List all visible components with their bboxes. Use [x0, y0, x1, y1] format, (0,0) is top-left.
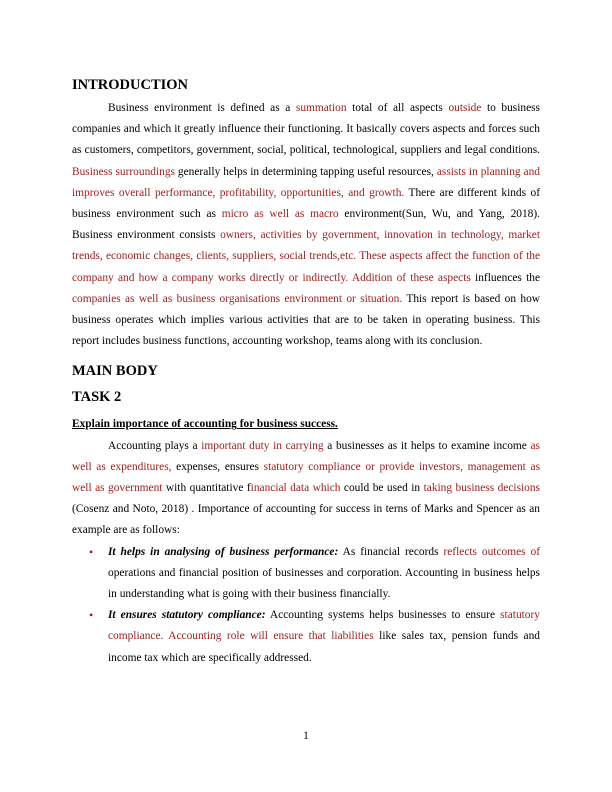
highlighted-text: reflects outcomes of — [443, 545, 540, 558]
question-heading: Explain importance of accounting for business success. — [72, 418, 338, 431]
highlighted-text: companies as well as business organisations environment or situation. — [72, 292, 403, 305]
bullet-list — [72, 542, 540, 669]
introduction-heading: INTRODUCTION — [72, 77, 189, 93]
highlighted-text: taking business decisions — [423, 482, 540, 495]
main-body-heading: MAIN BODY — [72, 363, 158, 380]
text-run: Business environment is defined as a — [108, 102, 296, 114]
highlighted-text: summation — [295, 102, 347, 114]
highlighted-text: owners, activities by government, innovation in technology, market trends, economic changes, clients, suppliers, social trends,etc. These aspects affect the function of the company and how a company works directly or indirectly. Addition of these aspects — [72, 229, 540, 284]
text-run: There are different kinds of business environment such as — [72, 186, 541, 221]
highlighted-text: Business surroundings — [72, 165, 175, 178]
text-run: total of all aspects — [346, 102, 449, 114]
text-run: Accounting plays a — [108, 439, 202, 452]
highlighted-text: statutory compliance or provide investors, management as well as government — [72, 460, 541, 495]
bullet-lead: It ensures statutory compliance: — [108, 609, 266, 622]
highlighted-text: assists in planning and improves overall performance, profitability, opportunities, and growth. — [72, 165, 540, 199]
text-run: (Cosenz and Noto, 2018) . Importance of accounting for success in terns of Marks and Spencer as an example are as follows: — [72, 503, 540, 537]
text-run: like sales tax, pension funds and income tax which are specifically addressed. — [108, 630, 540, 664]
bullet-lead: It helps in analysing of business performance: — [108, 545, 339, 558]
document-page — [72, 76, 540, 669]
text-run: influences the — [470, 271, 540, 284]
text-run: to business companies and which it greatly influence their functioning. It basically covers aspects and forces such as customers, competitors, government, social, political, technological, suppliers and legal conditions. — [72, 102, 540, 157]
highlighted-text: micro as well as macro — [221, 208, 339, 221]
accounting-paragraph — [72, 436, 540, 542]
text-run: expenses, ensures — [171, 460, 264, 473]
highlighted-text: important duty in carrying — [201, 439, 324, 452]
bullet-icon: • — [89, 608, 94, 623]
page-number: 1 — [303, 730, 309, 742]
text-run: Accounting systems helps businesses to ensure — [265, 609, 501, 622]
text-run: As financial records — [338, 545, 444, 558]
text-run: This report is based on how business operates which implies various activities that are to be taken in operating business. This report includes business functions, accounting workshop, teams along with its conclusion. — [72, 292, 541, 348]
text-run: could be used in — [340, 482, 424, 495]
text-run: environment(Sun, Wu, and Yang, 2018). Business environment consists — [72, 208, 540, 242]
text-run: generally helps in determining tapping useful resources, — [174, 165, 437, 178]
highlighted-text: inancial data which — [250, 482, 341, 495]
list-item — [72, 605, 540, 669]
text-run: operations and financial position of businesses and corporation. Accounting in business helps in understanding what is going with their business financially. — [108, 566, 540, 601]
task-heading: TASK 2 — [72, 389, 122, 406]
bullet-icon: • — [89, 544, 94, 559]
highlighted-text: statutory compliance. Accounting role will ensure that liabilities — [108, 609, 540, 643]
highlighted-text: as well as expenditures, — [72, 439, 540, 473]
highlighted-text: outside — [448, 102, 482, 114]
list-item — [72, 542, 540, 606]
text-run: a businesses as it helps to examine income — [323, 439, 531, 452]
text-run: with quantitative f — [162, 482, 251, 495]
introduction-paragraph — [72, 98, 540, 352]
